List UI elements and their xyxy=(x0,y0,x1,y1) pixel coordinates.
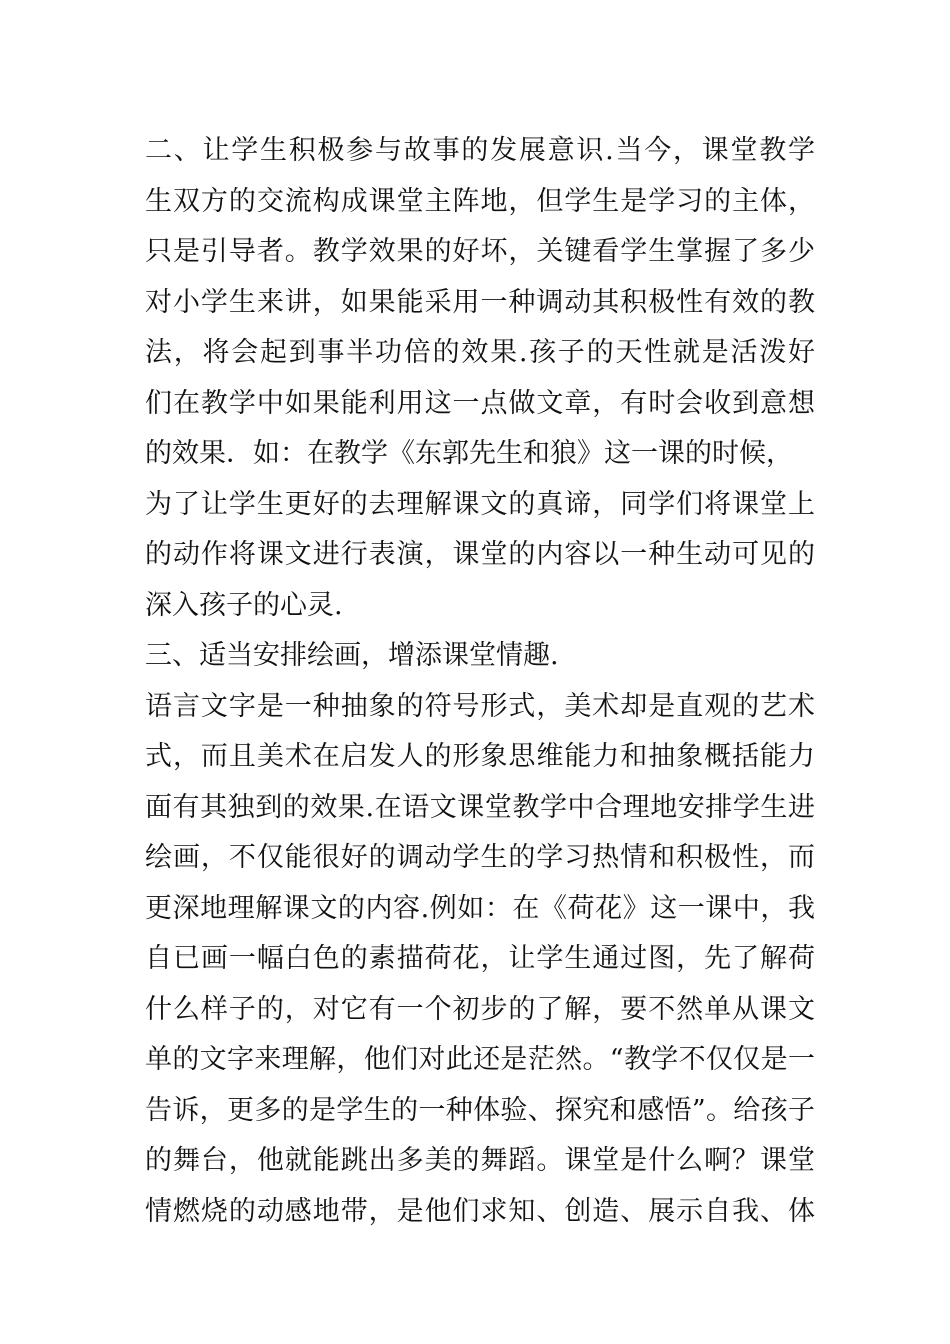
text-line: 深入孩子的心灵. xyxy=(145,589,343,621)
text-line: 式，而且美术在启发人的形象思维能力和抽象概括能力 xyxy=(145,741,815,772)
text-line: 们在教学中如果能利用这一点做文章，有时会收到意想 xyxy=(145,387,815,419)
text-line: 二、让学生积极参与故事的发展意识.当今，课堂教学 xyxy=(145,135,815,166)
text-line: 更深地理解课文的内容.例如：在《荷花》这一课中，我 xyxy=(145,892,815,924)
text-line: 为了让学生更好的去理解课文的真谛，同学们将课堂上 xyxy=(145,488,815,520)
text-line: 语言文字是一种抽象的符号形式，美术却是直观的艺术 xyxy=(145,690,815,722)
text-line: 的动作将课文进行表演，课堂的内容以一种生动可见的 xyxy=(145,539,815,570)
text-line: 单的文字来理解，他们对此还是茫然。“教学不仅仅是一 xyxy=(145,1044,815,1075)
text-line: 的效果．如：在教学《东郭先生和狼》这一课的时候， xyxy=(145,438,793,469)
text-line: 法，将会起到事半功倍的效果.孩子的天性就是活泼好 xyxy=(145,337,815,368)
text-line: 生双方的交流构成课堂主阵地，但学生是学习的主体， xyxy=(145,185,815,217)
text-line: 面有其独到的效果.在语文课堂教学中合理地安排学生进 xyxy=(145,791,815,823)
text-line: 绘画，不仅能很好的调动学生的学习热情和积极性，而 xyxy=(145,842,815,873)
text-line: 的舞台，他就能跳出多美的舞蹈。课堂是什么啊？课堂 xyxy=(145,1145,815,1176)
text-line: 情燃烧的动感地带，是他们求知、创造、展示自我、体 xyxy=(145,1195,815,1227)
text-line: 什么样子的，对它有一个初步的了解，要不然单从课文 xyxy=(145,993,815,1025)
text-line: 告诉，更多的是学生的一种体验、探究和感悟”。给孩子 xyxy=(145,1094,815,1126)
text-line: 自已画一幅白色的素描荷花，让学生通过图，先了解荷 xyxy=(145,943,815,974)
section-heading: 三、适当安排绘画，增添课堂情趣. xyxy=(145,640,559,671)
text-line: 对小学生来讲，如果能采用一种调动其积极性有效的教 xyxy=(145,286,815,318)
body-text xyxy=(145,126,815,1237)
text-line: 只是引导者。教学效果的好坏，关键看学生掌握了多少 xyxy=(145,236,815,267)
